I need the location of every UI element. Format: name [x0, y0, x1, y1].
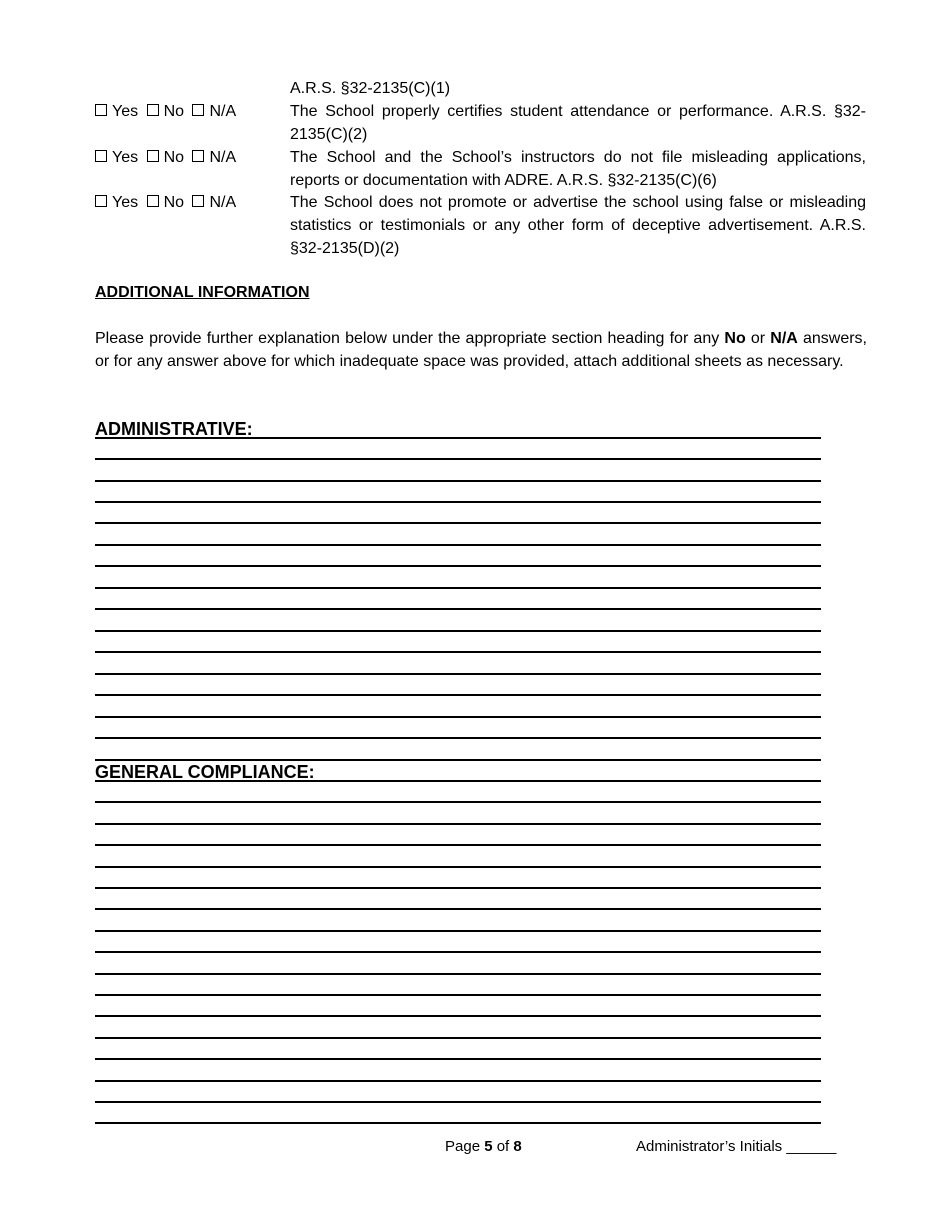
- writing-line: [95, 716, 821, 718]
- no-label: No: [163, 194, 185, 211]
- additional-info-heading: ADDITIONAL INFORMATION: [95, 284, 310, 301]
- writing-line: [95, 673, 821, 675]
- writing-line: [95, 608, 821, 610]
- writing-line: [95, 973, 821, 975]
- page-of: of: [492, 1138, 514, 1155]
- writing-line: [95, 694, 821, 696]
- administrator-initials[interactable]: Administrator’s Initials ______: [636, 1138, 837, 1155]
- writing-line: [95, 823, 821, 825]
- page-prefix: Page: [445, 1138, 485, 1155]
- page-current: 5: [484, 1138, 493, 1155]
- para-start: Please provide further explanation below under the appropriate section heading for any: [95, 330, 725, 347]
- yes-label: Yes: [112, 194, 139, 211]
- writing-line: [95, 1015, 821, 1017]
- no-label: No: [163, 149, 185, 166]
- page-number: [445, 1138, 522, 1156]
- checklist-item-text: The School and the School’s instructors do not file misleading applications, reports or documentation with ADRE. A.R.S. §32-2135(C)(6): [290, 149, 866, 189]
- para-end: answers, or for any answer above for which inadequate space was provided, attach additional sheets as necessary.: [95, 330, 868, 370]
- na-label: N/A: [209, 149, 237, 166]
- writing-line: [95, 522, 821, 524]
- para-no: No: [724, 330, 746, 347]
- writing-line: [95, 1080, 821, 1082]
- writing-line: [95, 437, 821, 439]
- administrative-heading: ADMINISTRATIVE:: [95, 419, 253, 439]
- na-label: N/A: [209, 103, 237, 120]
- writing-line: [95, 1037, 821, 1039]
- writing-line: [95, 801, 821, 803]
- writing-line: [95, 866, 821, 868]
- answer-options-1: [95, 100, 240, 123]
- writing-line: [95, 480, 821, 482]
- writing-line: [95, 759, 821, 761]
- writing-line: [95, 737, 821, 739]
- general-compliance-heading: GENERAL COMPLIANCE:: [95, 762, 315, 782]
- na-label: N/A: [209, 194, 237, 211]
- writing-line: [95, 844, 821, 846]
- answer-options-2: [95, 146, 240, 169]
- para-or: or: [745, 330, 771, 347]
- writing-line: [95, 887, 821, 889]
- writing-line: [95, 544, 821, 546]
- no-checkbox[interactable]: [147, 195, 159, 207]
- no-checkbox[interactable]: [147, 150, 159, 162]
- para-na: N/A: [770, 330, 798, 347]
- writing-line: [95, 951, 821, 953]
- no-label: No: [163, 103, 185, 120]
- writing-line: [95, 651, 821, 653]
- checklist-item-text: The School does not promote or advertise the school using false or misleading statistics or testimonials or any other form of deceptive advertisement. A.R.S. §32-2135(D)(2): [290, 194, 866, 257]
- na-checkbox[interactable]: [192, 104, 204, 116]
- yes-checkbox[interactable]: [95, 150, 107, 162]
- writing-line: [95, 565, 821, 567]
- yes-label: Yes: [112, 103, 139, 120]
- na-checkbox[interactable]: [192, 195, 204, 207]
- page-total: 8: [513, 1138, 522, 1155]
- writing-line: [95, 1101, 821, 1103]
- additional-info-paragraph: [95, 327, 867, 373]
- yes-checkbox[interactable]: [95, 195, 107, 207]
- writing-line: [95, 1058, 821, 1060]
- writing-line: [95, 587, 821, 589]
- continued-citation: A.R.S. §32-2135(C)(1): [290, 80, 451, 97]
- writing-line: [95, 908, 821, 910]
- writing-line: [95, 630, 821, 632]
- yes-label: Yes: [112, 149, 139, 166]
- writing-line: [95, 501, 821, 503]
- writing-line: [95, 994, 821, 996]
- writing-line: [95, 930, 821, 932]
- writing-line: [95, 458, 821, 460]
- answer-options-3: [95, 191, 240, 214]
- writing-line: [95, 1122, 821, 1124]
- yes-checkbox[interactable]: [95, 104, 107, 116]
- na-checkbox[interactable]: [192, 150, 204, 162]
- no-checkbox[interactable]: [147, 104, 159, 116]
- writing-line: [95, 780, 821, 782]
- checklist-item-text: The School properly certifies student attendance or performance. A.R.S. §32-2135(C)(2): [290, 103, 866, 143]
